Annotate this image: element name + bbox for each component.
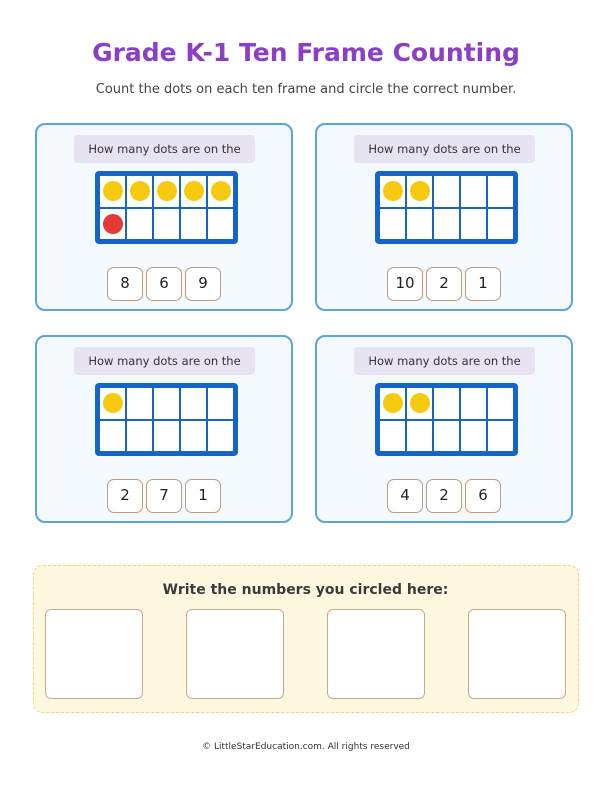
frame-cell [488, 176, 513, 207]
page-subtitle: Count the dots on each ten frame and circle the correct number. [95, 82, 517, 97]
frame-cell [380, 388, 405, 419]
frame-cell [181, 209, 206, 240]
frame-cell [407, 176, 432, 207]
ten-frame-card [315, 335, 573, 523]
choice-button[interactable]: 10 [387, 267, 423, 301]
ten-frame [95, 383, 238, 456]
yellow-dot [103, 393, 123, 413]
frame-cell [461, 388, 486, 419]
frame-cell [407, 421, 432, 452]
choice-button[interactable]: 9 [185, 267, 221, 301]
answer-choices [317, 479, 571, 513]
frame-cell [380, 176, 405, 207]
answer-box[interactable] [186, 609, 284, 699]
frame-cell [127, 421, 152, 452]
yellow-dot [410, 181, 430, 201]
frame-cell [488, 209, 513, 240]
choice-button[interactable]: 4 [387, 479, 423, 513]
ten-frame-card [315, 123, 573, 311]
frame-cell [154, 421, 179, 452]
red-dot [103, 214, 123, 234]
choice-button[interactable]: 7 [146, 479, 182, 513]
question-label: How many dots are on the [74, 347, 255, 375]
frame-cell [434, 421, 459, 452]
question-label: How many dots are on the [354, 135, 535, 163]
ten-frame-card [35, 123, 293, 311]
frame-cell [154, 209, 179, 240]
frame-cell [407, 388, 432, 419]
frame-cell [434, 388, 459, 419]
frame-cell [488, 388, 513, 419]
frame-cell [181, 176, 206, 207]
answer-choices [37, 479, 291, 513]
choice-button[interactable]: 6 [465, 479, 501, 513]
frame-cell [154, 176, 179, 207]
frame-cell [461, 421, 486, 452]
answer-choices [37, 267, 291, 301]
frame-cell [461, 176, 486, 207]
frame-cell [100, 209, 125, 240]
ten-frame [95, 171, 238, 244]
choice-button[interactable]: 6 [146, 267, 182, 301]
choice-button[interactable]: 2 [426, 479, 462, 513]
frame-cell [100, 421, 125, 452]
frame-cell [100, 176, 125, 207]
ten-frame-card [35, 335, 293, 523]
answer-box[interactable] [45, 609, 143, 699]
frame-cell [100, 388, 125, 419]
frame-cell [488, 421, 513, 452]
frame-cell [208, 421, 233, 452]
frame-cell [461, 209, 486, 240]
ten-frame [375, 171, 518, 244]
page-title: Grade K-1 Ten Frame Counting [92, 38, 520, 67]
yellow-dot [211, 181, 231, 201]
choice-button[interactable]: 2 [426, 267, 462, 301]
ten-frame [375, 383, 518, 456]
yellow-dot [103, 181, 123, 201]
answer-panel-title: Write the numbers you circled here: [162, 582, 449, 598]
choice-button[interactable]: 2 [107, 479, 143, 513]
frame-cell [380, 421, 405, 452]
frame-cell [407, 209, 432, 240]
frame-cell [127, 176, 152, 207]
question-label: How many dots are on the [74, 135, 255, 163]
frame-cell [181, 421, 206, 452]
choice-button[interactable]: 8 [107, 267, 143, 301]
yellow-dot [157, 181, 177, 201]
frame-cell [181, 388, 206, 419]
frame-cell [127, 388, 152, 419]
question-label: How many dots are on the [354, 347, 535, 375]
copyright-footer: © LittleStarEducation.com. All rights reserved [202, 742, 410, 752]
yellow-dot [130, 181, 150, 201]
yellow-dot [383, 393, 403, 413]
answer-box[interactable] [468, 609, 566, 699]
frame-cell [434, 209, 459, 240]
answer-choices [317, 267, 571, 301]
frame-cell [380, 209, 405, 240]
frame-cell [208, 388, 233, 419]
frame-cell [434, 176, 459, 207]
frame-cell [208, 209, 233, 240]
frame-cell [154, 388, 179, 419]
choice-button[interactable]: 1 [185, 479, 221, 513]
yellow-dot [383, 181, 403, 201]
yellow-dot [410, 393, 430, 413]
choice-button[interactable]: 1 [465, 267, 501, 301]
answer-box[interactable] [327, 609, 425, 699]
frame-cell [208, 176, 233, 207]
frame-cell [127, 209, 152, 240]
answer-panel [33, 565, 579, 713]
yellow-dot [184, 181, 204, 201]
